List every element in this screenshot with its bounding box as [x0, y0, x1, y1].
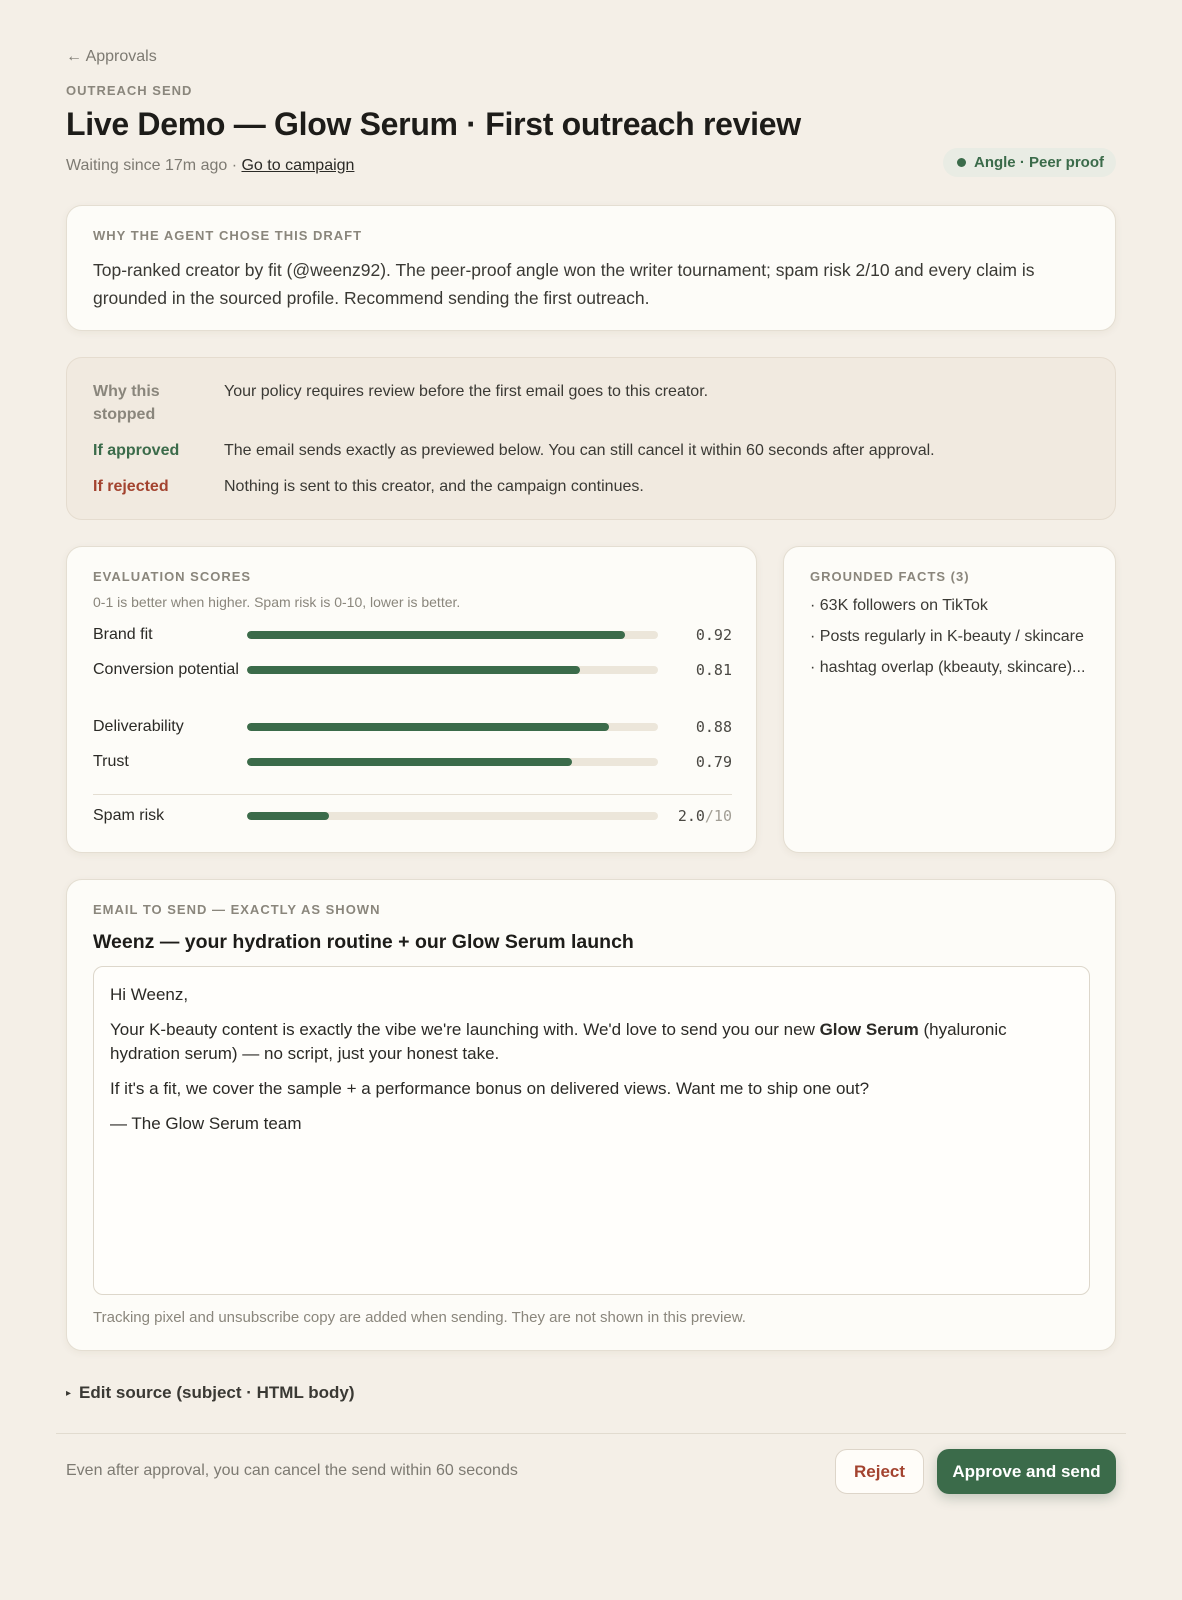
score-row-conversion: [93, 658, 732, 681]
if-approved-row: [93, 439, 1089, 462]
email-paragraph-1: [110, 1018, 1073, 1066]
go-to-campaign-link[interactable]: Go to campaign: [241, 157, 355, 174]
score-value: 0.79: [695, 752, 732, 771]
if-approved-text: The email sends exactly as previewed below. You can still cancel it within 60 seconds after approval.: [224, 442, 935, 459]
email-p1-start: Your K-beauty content is exactly the vibe we're launching with. We'd love to send you our new: [110, 1020, 820, 1039]
score-value: [658, 807, 732, 825]
evaluation-scores-card: [66, 546, 757, 853]
status-dot-icon: [957, 158, 966, 167]
email-label: EMAIL TO SEND — EXACTLY AS SHOWN: [93, 902, 381, 917]
angle-badge: [943, 148, 1116, 177]
score-bar-fill: [247, 758, 572, 766]
scores-hint: 0-1 is better when higher. Spam risk is 0-10, lower is better.: [93, 594, 461, 610]
email-preview-card: [66, 879, 1116, 1351]
fact-item: · hashtag overlap (kbeauty, skincare)...: [810, 659, 1086, 676]
scores-divider: [93, 794, 732, 795]
if-approved-label: If approved: [93, 442, 180, 459]
why-draft-card: [66, 205, 1116, 331]
score-row-deliverability: [93, 715, 732, 738]
score-name: Trust: [93, 753, 129, 770]
angle-badge-label: Angle · Peer proof: [973, 154, 1104, 171]
scores-label: EVALUATION SCORES: [93, 569, 252, 584]
disclosure-triangle-icon: ▸: [66, 1387, 72, 1399]
score-bar: [247, 812, 658, 820]
email-footnote: Tracking pixel and unsubscribe copy are added when sending. They are not shown in this preview.: [93, 1309, 746, 1326]
email-body-preview: [93, 966, 1090, 1295]
edit-source-toggle[interactable]: [66, 1383, 355, 1403]
score-bar-fill: [247, 723, 609, 731]
email-subject: Weenz — your hydration routine + our Glow Serum launch: [93, 931, 634, 953]
spam-bar-fill: [247, 812, 329, 820]
page-title: Live Demo — Glow Serum · First outreach review: [66, 106, 801, 142]
score-bar-fill: [247, 631, 625, 639]
stop-reason-label: Why this stopped: [93, 383, 160, 423]
email-p1-end: (hyaluronic hydration serum) — no script, just your honest take.: [110, 1020, 1007, 1063]
email-product-name: Glow Serum: [819, 1020, 919, 1039]
why-draft-label: WHY THE AGENT CHOSE THIS DRAFT: [93, 228, 363, 243]
fact-item: · 63K followers on TikTok: [810, 597, 988, 614]
back-to-approvals-link[interactable]: ← Approvals: [66, 48, 157, 65]
score-bar: [247, 723, 658, 731]
score-name: Conversion potential: [93, 661, 239, 678]
footer-divider: [56, 1433, 1126, 1434]
spam-denominator: /10: [704, 806, 732, 825]
approve-and-send-button[interactable]: Approve and send: [937, 1449, 1116, 1494]
score-row-brand-fit: [93, 623, 732, 646]
email-paragraph-2: If it's a fit, we cover the sample + a performance bonus on delivered views. Want me to ship one out?: [110, 1079, 870, 1098]
score-name: Deliverability: [93, 718, 184, 735]
fact-item: · Posts regularly in K-beauty / skincare: [810, 628, 1084, 645]
score-name: Brand fit: [93, 626, 153, 643]
if-rejected-text: Nothing is sent to this creator, and the campaign continues.: [224, 478, 644, 495]
waiting-status: [66, 157, 354, 175]
edit-source-label: Edit source (subject · HTML body): [79, 1383, 355, 1402]
score-row-trust: [93, 750, 732, 773]
grounded-facts-card: [783, 546, 1116, 853]
email-greeting: Hi Weenz,: [110, 985, 189, 1004]
if-rejected-row: [93, 475, 1089, 498]
score-value: 0.92: [695, 625, 732, 644]
waiting-text: Waiting since 17m ago ·: [66, 157, 242, 174]
score-value: 0.81: [695, 660, 732, 679]
score-bar: [247, 631, 658, 639]
email-signoff: — The Glow Serum team: [110, 1114, 302, 1133]
stop-info-card: [66, 357, 1116, 520]
score-bar: [247, 666, 658, 674]
score-row-spam-risk: [93, 804, 732, 827]
score-name: Spam risk: [93, 807, 165, 824]
facts-label: GROUNDED FACTS (3): [810, 569, 970, 584]
score-bar: [247, 758, 658, 766]
spam-value: 2.0: [677, 806, 705, 825]
if-rejected-label: If rejected: [93, 478, 169, 495]
score-bar-fill: [247, 666, 580, 674]
stop-reason-row: [93, 380, 1089, 426]
stop-reason-text: Your policy requires review before the first email goes to this creator.: [224, 383, 709, 400]
why-draft-text: Top-ranked creator by fit (@weenz92). The peer-proof angle won the writer tournament; spam risk 2/10 and every claim is grounded in the sourced profile. Recommend sending the first outreach.: [93, 260, 1035, 308]
footer-note: Even after approval, you can cancel the send within 60 seconds: [66, 1462, 518, 1479]
reject-button[interactable]: Reject: [835, 1449, 924, 1494]
score-value: 0.88: [695, 717, 732, 736]
page-eyebrow: OUTREACH SEND: [66, 83, 193, 98]
